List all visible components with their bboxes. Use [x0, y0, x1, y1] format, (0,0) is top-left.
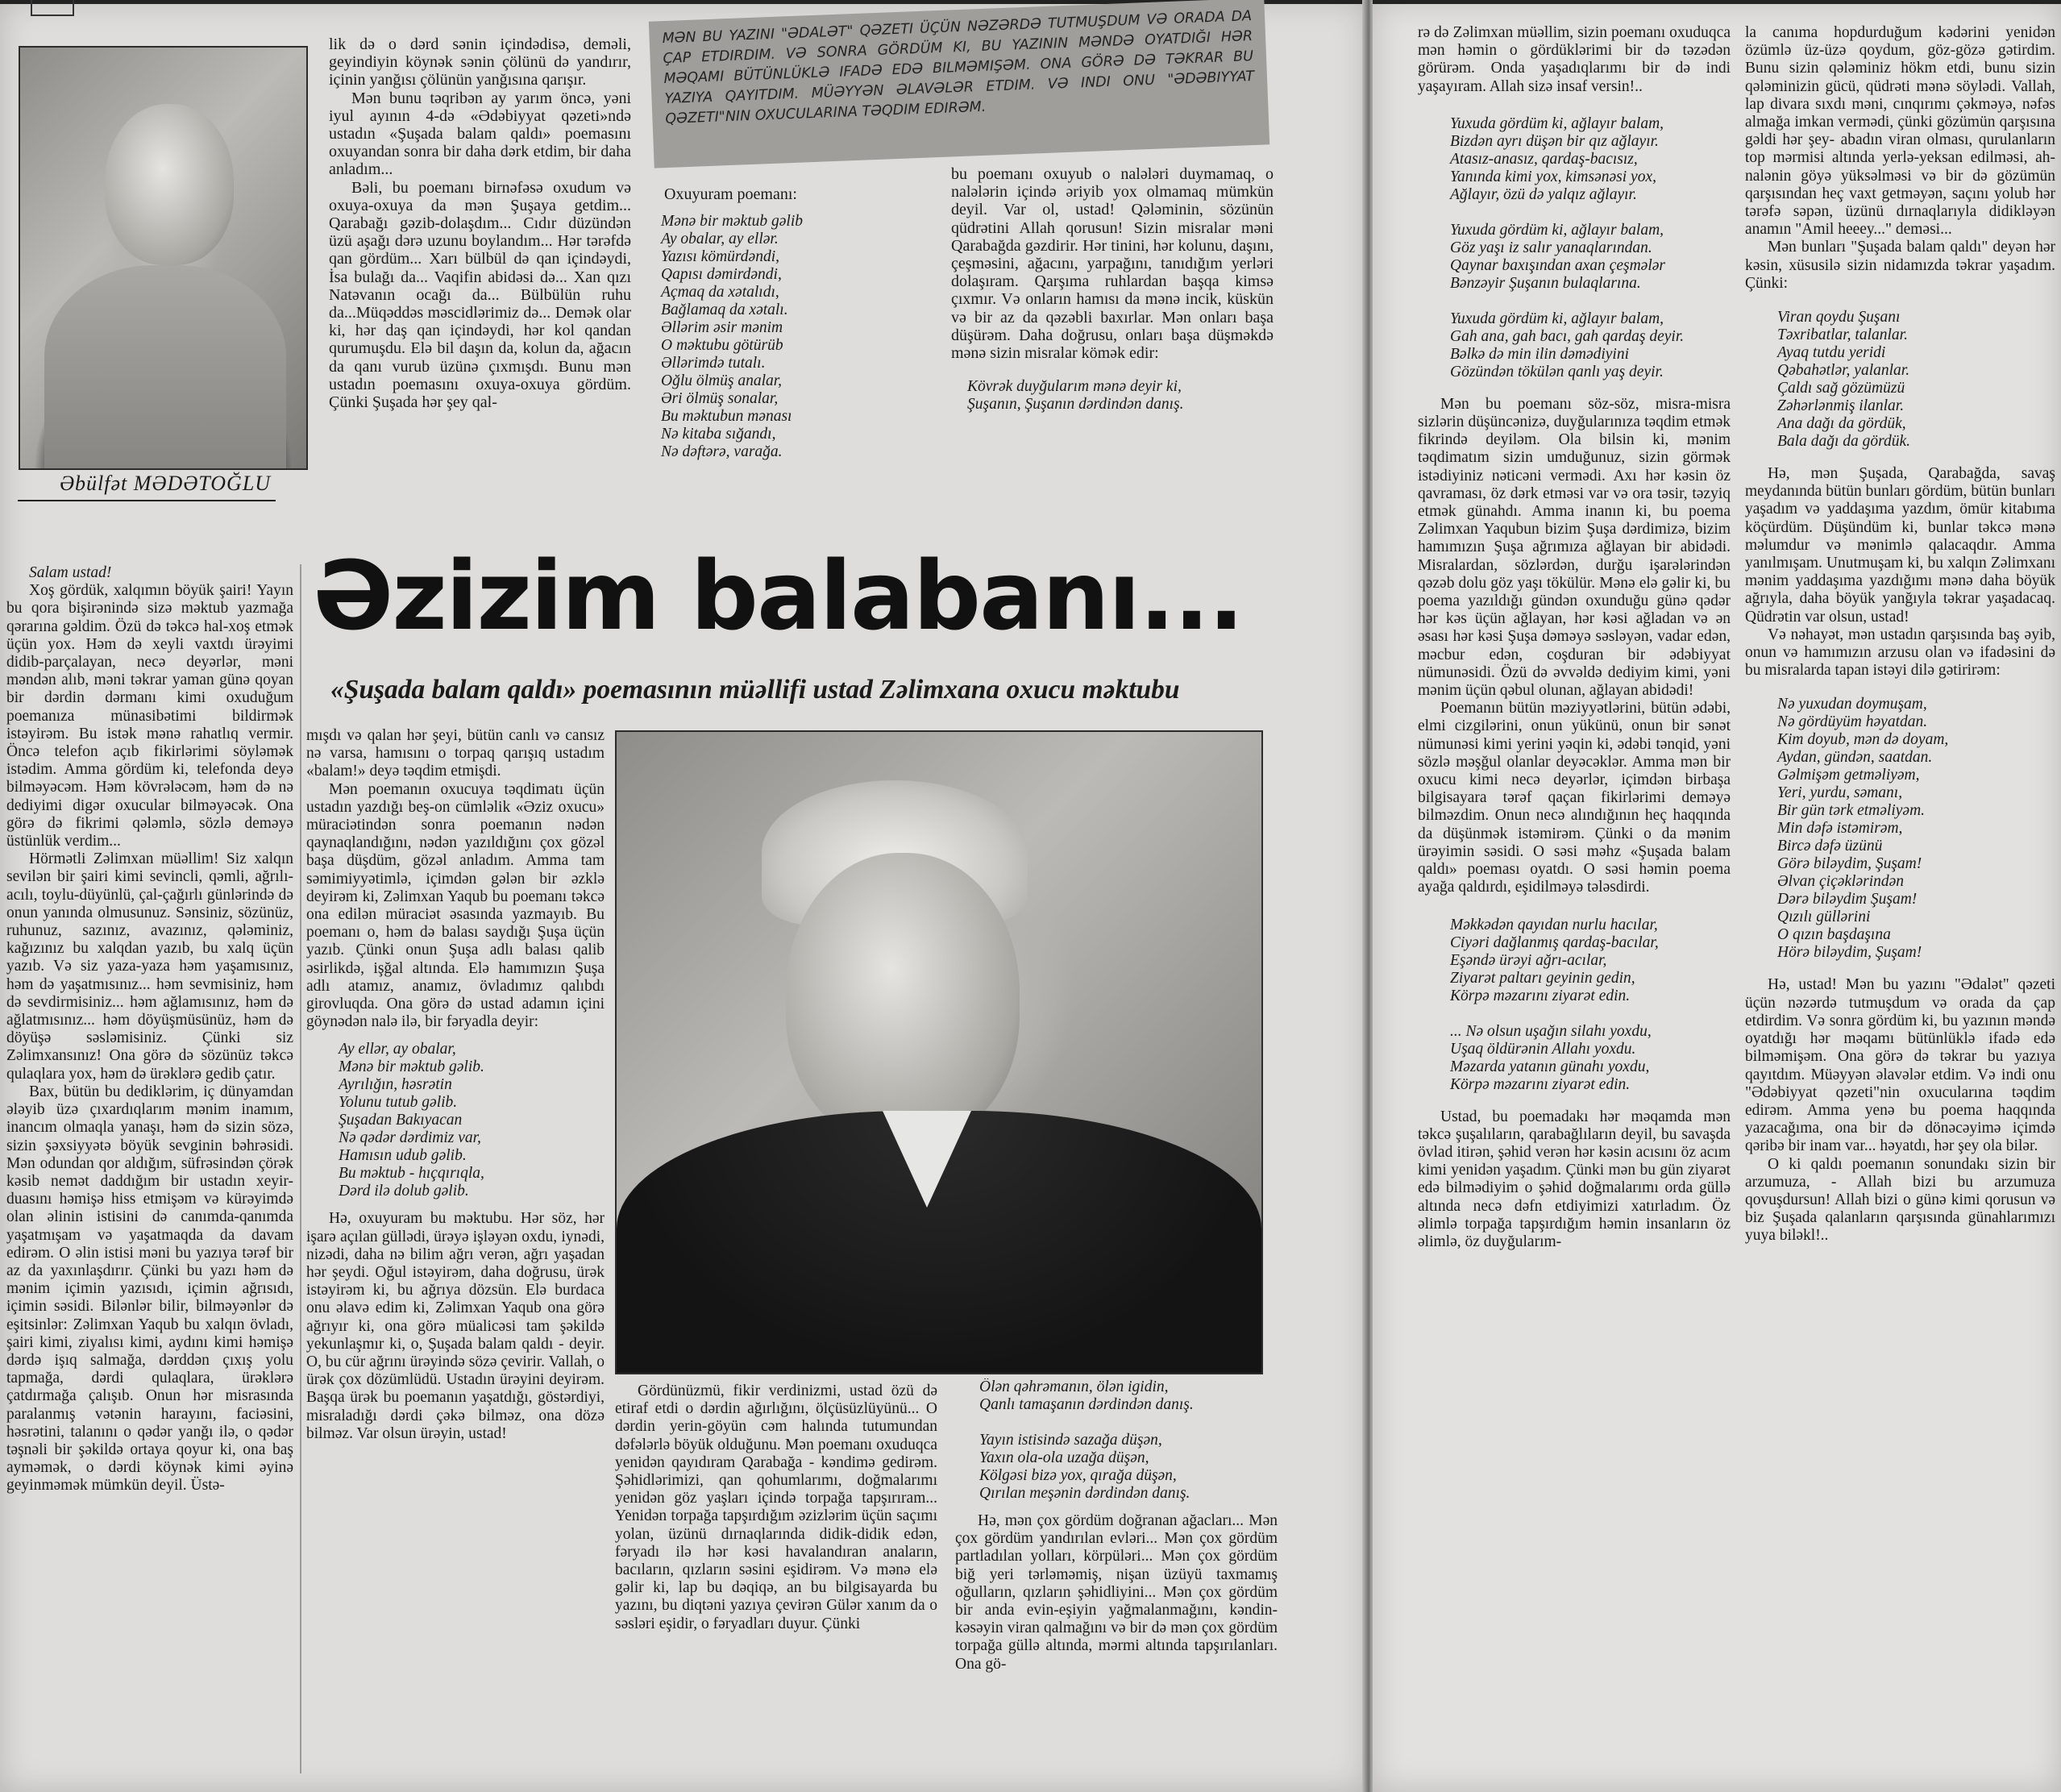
paragraph: Gördünüzmü, fikir verdinizmi, ustad özü də etiraf etdi o dərdin ağırlığını, ölçüsüzlüyünü... O dərdin yerin-göyün cəm halında tutumundan dəfələrlə böyük olduğunu. Mən poemanı oxuduqca yenidən qayıdıram Qarabağa - kəndimə gedirəm. Şəhidlərimizi, qan qohumlarımı, doğmalarımı yenidən göz yaşları içində torpağa tapşırıram... Yenidən torpağa tapşırdığım əzizlərim üçün saçımı yolan, üzünü dırnaqlarında didik-didik edən, fəryadı ilə hər kəsi havalandıran anaların, bacıların, qızların səsini eşidirəm. Və mənə elə gəlir ki, lap bu dəqiqə, an bu bilgisayarda bu yazını, bu diqtəni yazıya çevirən Gülər xanım da o səsləri eşidir, o fəryadları duyur. Çünki	[615, 1382, 937, 1632]
paragraph: Bax, bütün bu dediklərim, iç dünyamdan ələyib üzə çıxardıqlarım mənim inamım, inancım olmaqla yanaşı, həm də sizin sözə, sizin şəxsiyyətə böyük sevginin bəhrəsidi. Mən odundan qor aldığım, süfrəsindən çörək kəsib nemət daddığım bir ustadın xeyir-duasını həmişə hiss etmişəm və kürəyimdə olan əlinin istisini də canımda-qanımda yaşatmışam və yaşatmaqda da davam edirəm. O əlin istisi məni bu yazıya tərəf bir az da yaxınlaşdırır. Çünki bu yazı həm də mənim içimin yazısıdı, içimin ağrısıdı, içimin səsidi. Bilənlər bilir, bilməyənlər də eşitsinlər: Zəlimxan Yaqub bu xalqın övladı, şairi kimi, ziyalısı kimi, aydını kimi həmişə dərdə işıq salmağa, dərddən çıxış yolu tapmağa, dərdi qulaqlara, ürəklərə çatdırmağa çalışıb. Onun hər misrasında paralanmış vətənin harayını, faciəsini, həsrətini, talanını o qədər yanğı ilə, o qədər təşnəli bir şəkildə ortaya qoyur ki, ona baş ayməmək, o dərdi köynək kimi əyinə geyinməmək mümkün deyil. Üstə-	[6, 1083, 293, 1495]
article-column-top-1	[329, 35, 631, 527]
article-column-c	[615, 1382, 937, 1786]
author-caption: Əbülfət MƏDƏTOĞLU	[59, 472, 272, 495]
poem-verse: Yuxuda gördüm ki, ağlayır balam, Bizdən ayrı düşən bir qız ağlayır. Atasız-anasız, qardaş-bacısız, Yanında kimi yox, kimsənəsi yox, Ağlayır, özü də yalqız ağlayır. Yuxuda gördüm ki, ağlayır balam, Göz yaşı iz salır yanaqlarından. Qaynar baxışından axan çeşmələr Bənzəyir Şuşanın bulaqlarına. Yuxuda gördüm ki, ağlayır balam, Gah ana, gah bacı, gah qardaş deyir. Bəlkə də min ilin dəmədiyini Gözündən tökülən qanlı yaş deyir.	[1450, 114, 1685, 380]
paragraph: lik də o dərd sənin içindədisə, deməli, geyindiyin köynək sənin çölünü də yandırır, içinin yanğısı çölünün yanğısına qarışır.	[329, 35, 631, 89]
paragraph: Xoş gördük, xalqımın böyük şairi! Yayın bu qora bişirənində sizə məktub yazmağa qərarına gəldim. Özü də təkcə hal-xoş etmək üçün yox. Həm də xeyli vaxtdı ürəyimi didib-parçalayan, necə deyərlər, məni məndən alıb, məni təkrar yaman günə qoyan bir dərdin dərmanı kimi oxuduğum poemanıza münasibətimi bildirmək istəyirəm. Bu istək mənə rahatlıq vermir. Öncə telefon açıb fikirlərimi söyləmək istədim. Amma gördüm ki, telefonda deyə bilməyəcəm. Həm kövrələcəm, həm də nə dediyimi digər oxucular bilməyəcək. Ona görə də fikrimi qələmlə, sözlə deməyə üstünlük verdim...	[6, 582, 293, 850]
author-photo	[19, 46, 308, 470]
paragraph: Mən poemanın oxucuya təqdimatı üçün ustadın yazdığı beş-on cümləlik «Əziz oxucu» müraciətindən sonra poemanın nədən qaynaqlandığını, nədən yazıldığını çox gözəl başa düşdüm, gözəl anladım. Amma tam səmimiyyətimlə, içimdən gələn bir əzklə deyirəm ki, Zəlimxan Yaqub bu poemanı təkcə ona edilən müraciət əsasında yazmayıb. Bu poemanı o, həm də balası saydığı Şuşa üçün yazıb. Çünki onun Şuşa adlı balası qalib əsirlikdə, işğal altında. Elə hamımızın Şuşa adlı atamız, anamız, övladımız qalıbdı girovluqda. Ona görə də ustad adamın içini göynədən nalə ilə, bir fəryadla deyir:	[306, 780, 605, 1031]
article-column-d	[955, 1378, 1278, 1786]
main-photo	[615, 730, 1263, 1374]
poem-verse: Ay ellər, ay obalar, Mənə bir məktub gəlib. Ayrılığın, həsrətin Yolunu tutub gəlib. Şuşadan Bakıyacan Nə qədər dərdimiz var, Hamısın udub gəlib. Bu məktub - hıçqırıqla, Dərd ilə dolub gəlib.	[339, 1041, 484, 1200]
paragraph: mışdı və qalan hər şeyi, bütün canlı və cansız nə varsa, hamısını o torpaq qarışıq ustadım «balam!» deyə təqdim etmişdi.	[306, 727, 605, 780]
poem-verse: Mənə bir məktub gəlib Ay obalar, ay ellər. Yazısı kömürdəndi, Qapısı dəmirdəndi, Açmaq da xətalıdı, Bağlamaq da xətalı. Əllərim əsir mənim O məktubu götürüb Əllərimdə tutalı. Oğlu ölmüş analar, Əri ölmüş sonalar, Bu məktubun mənası Nə kitaba sığandı, Nə dəftərə, varağa.	[661, 213, 803, 461]
paragraph: la canıma hopdurduğum kədərini yenidən özümlə üz-üzə qoydum, göz-gözə gətirdim. Bunu sizin qələminiz hökm etdi, bunu sizin qələminizin gücü, qüdrəti mənə söylədi. Vallah, lap divara sıxdı məni, cınqırımı çəkməyə, nəfəs almağa imkan vermədi, çünki gözümün qarşısına gəldi hər şey- abadın viran olması, qurulanların top mərmisi altında yerlə-yeksan edilməsi, ah-nalənin göyə yüksəlməsi və bir də gözümün qarşısından heç vaxt getməyən, saçını yolub hər tərəfə səpən, üzünü dırnaqlarıyla didikləyən anamın "Amil heeey..." deməsi...	[1745, 24, 2055, 239]
paragraph: O ki qaldı poemanın sonundakı sizin bir arzumuza, - Allah bizi bu arzumuza qovuşdursun! Allah bizi o günə kimi qorusun və biz Şuşada qalanların qarşısında günahlarımızı yuya biləkl!..	[1745, 1155, 2055, 1245]
poem-verse: Kövrək duyğularım mənə deyir ki, Şuşanın, Şuşanın dərdindən danış.	[967, 378, 1184, 414]
top-rule	[1373, 0, 2061, 4]
poem-verse: Viran qoydu Şuşanı Təxribatlar, talanlar. Ayaq tutdu yeridi Qəbahətlər, yalanlar. Çaldı sağ gözümüzü Zəhərlənmiş ilanlar. Ana dağı da gördük, Bala dağı da gördük.	[1777, 309, 1911, 451]
article-column-a	[6, 564, 293, 1777]
paragraph: Mən bunu təqribən ay yarım öncə, yəni iyul ayının 4-də «Ədəbiyyat qəzeti»ndə ustadın «Şuşada balam qaldı» poemasını oxuyandan sonra bir daha dərk etdim, bir daha anladım...	[329, 89, 631, 179]
page-corner-box	[31, 0, 74, 16]
paragraph: Hə, oxuyuram bu məktubu. Hər söz, hər işarə açılan güllədi, ürəyə işləyən oxdu, iynədi, nizədi, daha nə bilim ağrı verən, ağrı yaşadan hər şeydi. Oğul istəyirəm, daha doğrusu, ürək istəyirəm ki, bu ağrıya dözsün. Elə burdaca onu əlavə edim ki, Zəlimxan Yaqub ona görə ağrıyır ki, ona görə müalicəsi tam şəkildə yekunlaşmır ki, o, Şuşada balam qaldı - deyir. O, bu cür ağrını ürəyində sözə çevirir. Vallah, o ürək çox dözümlüdü. Ustadın ürəyini deyirəm. Başqa ürək bu poemanın yaşatdığı, göstərdiyi, misraladığı dərdi çəkə bilməz, ona dözə bilməz. Var olsun ürəyin, ustad!	[306, 1210, 605, 1442]
headline: Əzizim balabanı...	[313, 540, 1243, 651]
column-divider	[300, 564, 301, 1773]
paragraph: bu poemanı oxuyub o nalələri duymamaq, o nalələrin içində əriyib yox olmamaq mümkün deyil. Var ol, ustad! Qələminin, sözünün qüdrətini Allah qorusun! Sizin misralar məni Qarabağda gəzdirir. Hər tinini, hər kolunu, daşını, çeşməsini, ağacını, yarpağını, tanıdığım yerləri dolaşıram. Qarşıma ruhlardan başqa kimsə çıxmır. Və onların hamısı da mənə incik, küskün və bir az da qəzəbli baxırlar. Mən onları başa düşürəm. Daha doğrusu, onları başa düşməkdə mənə sizin misralar kömək edir:	[951, 165, 1274, 363]
paragraph: Salam ustad!	[29, 564, 112, 581]
paragraph: rə də Zəlimxan müəllim, sizin poemanı oxuduqca mən həmin o gördüklərimi bir də təzədən görürəm. Onda yaşadıqlarımı bir də indi yaşayıram. Allah sizə insaf versin!..	[1418, 24, 1731, 95]
caption-rule	[18, 500, 276, 501]
paragraph: Hə, ustad! Mən bu yazını "Ədalət" qəzeti üçün nəzərdə tutmuşdum və orada da çap etdirdim. Və sonra gördüm ki, bu yazının məndə oyatdığı hər məqamı bütünlüklə ifadə edə bilməmişəm. Ona görə də təkrar bu yazıya qayıtdım. Müəyyən əlavələr etdim. Və indi onu "Ədəbiyyat qəzeti"nin oxucularına təqdim edirəm. Amma yenə bu poema haqqında yazacağıma, ona bir də dönəcəyimə içimdə qəribə bir inam var... həyatdı, hər şey ola bilər.	[1745, 976, 2055, 1155]
article-column-top-3	[951, 165, 1274, 520]
paragraph: Hə, mən Şuşada, Qarabağda, savaş meydanında bütün bunları gördüm, bütün bunları yaşadım və yaddaşıma yazdım, ömür kitabıma köçürdüm. Düşündüm ki, bunlar təkcə mənə məlumdur və mənimlə qalacaqdır. Amma yanılmışam. Unutmuşam ki, bu xalqın Zəlimxanı mənim yaddaşıma yazdığımı mənə daha böyük ağrıyla, daha böyük yanğıyla təkrar yaşadacaq. Qüdrətin var olsun, ustad!	[1745, 465, 2055, 626]
poem-verse: Nə yuxudan doymuşam, Nə gördüyüm həyatdan. Kim doyub, mən də doyam, Aydan, gündən, saatdan. Gəlmişəm getməliyəm, Yeri, yurdu, səmanı, Bir gün tərk etməliyəm. Min dəfə istəmirəm, Bircə dəfə üzünü Görə biləydim, Şuşam! Əlvan çiçəklərindən Dərə biləydim Şuşam! Qızılı güllərini O qızın başdaşına Hörə biləydim, Şuşam!	[1777, 696, 1949, 962]
right-newspaper-page	[1373, 0, 2061, 1792]
paragraph: Hörmətli Zəlimxan müəllim! Siz xalqın sevilən bir şairi kimi sevincli, qəmli, ağrılı-acılı, toylu-düyünlü, çal-çağırlı günlərində də onun yanında olmusunuz. Sənsiniz, sözünüz, ruhunuz, sazınız, avazınız, qələminiz, kağızınız bu xalqdan yazıb, bu xalq üçün yazıb. Və siz yaza-yaza həm yaşamısınız, həm də yaşatmısınız... həm sevmisiniz, həm də sevdirmisiniz... həm ağlamısınız, həm də ağlatmısınız... həm döyüşmüsünüz, həm də döyüşə səsləmisiniz. Çünki siz Zəlimxansınız! Ona görə də sözünüz təkcə qulaqlara yox, həm də ürəklərə gedib çatır.	[6, 850, 293, 1083]
paragraph: Ustad, bu poemadakı hər məqamda mən təkcə şuşalıların, qarabağlıların deyil, bu savaşda övlad itirən, şəhid verən hər kəsin acısını öz acım kimi yenidən yaşadım. Çünki mən bu gün ziyarət edə bilmədiyim o şəhid doğmalarımı orda güllə altında necə dəfn etdiyimizi xatırladım. Öz əlimlə torpağa tapşırdığım həmin insanların öz əlimlə, öz duyğularım-	[1418, 1108, 1731, 1250]
poem-verse: Ölən qəhrəmanın, ölən igidin, Qanlı tamaşanın dərdindən danış. Yayın istisində sazağa düşən, Yaxın ola-ola uzağa düşən, Kölgəsi bizə yox, qırağa düşən, Qırılan meşənin dərdindən danış.	[979, 1378, 1194, 1502]
poem-verse: Məkkədən qayıdan nurlu hacılar, Ciyəri dağlanmış qardaş-bacılar, Eşəndə ürəyi ağrı-acılar, Ziyarət paltarı geyinin gedin, Körpə məzarını ziyarət edin. ... Nə olsun uşağın silahı yoxdu, Uşaq öldürənin Allahı yoxdu. Məzarda yatanın günahı yoxdu, Körpə məzarını ziyarət edin.	[1450, 916, 1659, 1093]
article-column-top-2	[651, 185, 941, 540]
paragraph: Poemanın bütün məziyyətlərini, bütün ədəbi, elmi cizgilərini, onun yükünü, onun bir sənət nümunəsi kimi yerini yəqin ki, ədəbi tənqid, yəni sözlə məşğul olanlar deyəcəklər. Amma mən bir oxucu kimi necə deyərlər, içimdən birbaşa bilgisayara tərəf qaçan fikirlərimi deməyə bilməzdim. Onun necə alındığının heç haqqında da düşünmək istəmirəm. Çünki o da mənim ürəyimin səsidi. O səsi məhz «Şuşada balam qaldı» poeması oyatdı. O səsi həmin poema ayağa qaldırdı, eşidilməyə tələsdirdi.	[1418, 700, 1731, 896]
paragraph: Oxuyuram poemanı:	[664, 185, 797, 203]
article-column-f	[1745, 24, 2055, 1790]
editor-note: MƏN BU YAZINI "ƏDALƏT" QƏZETI ÜÇÜN NƏZƏRDƏ TUTMUŞDUM VƏ ORADA DA ÇAP ETDIRDIM. VƏ SONRA GÖRDÜM KI, BU YAZININ MƏNDƏ OYATDIĞI HƏR MƏQAMI BÜTÜNLÜKLƏ IFADƏ EDƏ BILMƏMIŞƏM. ONA GÖRƏ DƏ TƏKRAR BU YAZIYA QAYITDIM. MÜƏYYƏN ƏLAVƏLƏR ETDIM. VƏ INDI ONU "ƏDƏBIYYAT QƏZETI"NIN OXUCULARINA TƏQDIM EDIRƏM.	[649, 0, 1269, 168]
article-column-e	[1418, 24, 1731, 1790]
paragraph: Hə, mən çox gördüm doğranan ağacları... Mən çox gördüm yandırılan evləri... Mən çox gördüm partladılan yolları, körpüləri... Mən çox gördüm biğ yeri tərləməmiş, nişan üzüyü taxmamış oğulların, qızların şəhidliyini... Mən çox gördüm bir anda evin-eşiyin yağmalanmağını, kəndin-kəsəyin viran qalmağını və bir də mən çox gördüm torpağa güllə altında, mərmi altında tapşırılanları. Ona gö-	[955, 1512, 1278, 1673]
subheadline: «Şuşada balam qaldı» poemasının müəllifi ustad Zəlimxana oxucu məktubu	[330, 675, 1180, 705]
article-column-b	[306, 727, 605, 1775]
paragraph: Və nəhayət, mən ustadın qarşısında baş əyib, onun və hamımızın arzusu olan və ifadəsini də bu misralarda tapan istəyi dilə gətirirəm:	[1745, 626, 2055, 680]
paragraph: Bəli, bu poemanı birnəfəsə oxudum və oxuya-oxuya da mən Şuşaya getdim... Qarabağı gəzib-dolaşdım... Cıdır düzündən üzü aşağı dərə uzunu boylandım... Hər tərəfdə qan gördüm... Xarı bülbül də qan içindəydi, İsa bulağı da... Vaqifin abidəsi də... Xan qızı Natəvanın ocağı da... Bülbülün ruhu da...Müqəddəs məscidlərimiz də... Demək olar ki, hər daş qan içindəydi, hər kol qandan qurumuşdu. Elə bil daşın da, kolun da, ağacın da qanı vurub üzünə çıxmışdı. Bunu mən ustadın poemasını oxuya-oxuya gördüm. Çünki Şuşada hər şey qal-	[329, 178, 631, 412]
paragraph: Mən bunları "Şuşada balam qaldı" deyən hər kəsin, xüsusilə sizin nidamızda təkrar yaşadım. Çünki:	[1745, 239, 2055, 292]
paragraph: Mən bu poemanı söz-söz, misra-misra sizlərin düşüncənizə, duyğularınıza təqdim etmək fikrində deyiləm. Ola bilsin ki, mənim təqdimatım sizin umduğunuz, sizin görmək istədiyiniz nəticəni vermədi. Axı hər kəsin öz qavraması, öz dərk etməsi var və ora təsir, təzyiq etmək günahdı. Amma inanın ki, bu poema Zəlimxan Yaqubun bizim Şuşa dərdimizə, bizim hamımızın Şuşa ağrımıza ağlayan bir abidədi. Misralardan, sözlərdən, durğu işarələrindən qəzəb dolu göz yaşı tökülür. Mənə elə gəlir ki, bu poema yazıldığı gündən oxunduğu günə qədər hər kəs üçün ağlayan, hər kəsi ağladan və ən əsası hər kəsi Şuşa dəməyə səsləyən, vadar edən, məcbur edən, coşduran bir ədəbiyyat nümunəsidi. Özü də əvvəldə dediyim kimi, yəni mənim üçün qəbul olunan, ağlayan abidədi!	[1418, 395, 1731, 700]
